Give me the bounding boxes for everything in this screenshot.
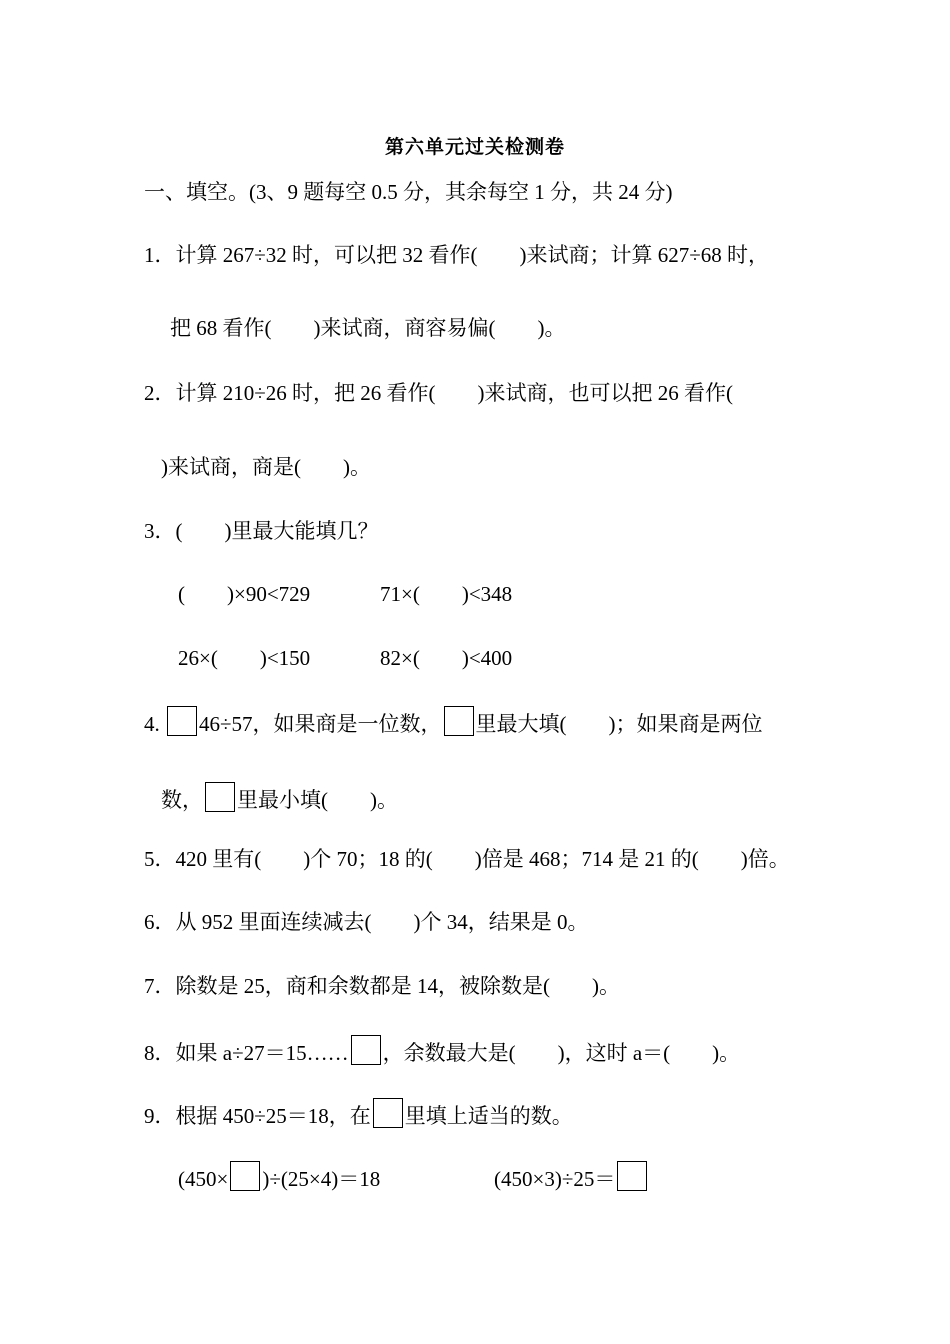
q4-text-a: 46÷57，如果商是一位数， [199, 712, 442, 736]
q9-item-b [494, 1161, 649, 1193]
q2-line2: )来试商，商是( )。 [161, 455, 371, 479]
blank-box[interactable] [617, 1161, 647, 1191]
q8-text-b: ，余数最大是( )，这时 a＝( )。 [382, 1041, 741, 1065]
q1-line1: 1．计算 267÷32 时，可以把 32 看作( )来试商；计算 627÷68 时， [144, 243, 770, 267]
q2-line1: 2．计算 210÷26 时，把 26 看作( )来试商，也可以把 26 看作( [144, 381, 734, 405]
q9-stem [144, 1098, 573, 1130]
q9-text-a: 9．根据 450÷25＝18，在 [144, 1104, 371, 1128]
q4-text-b: 里最大填( )；如果商是两位 [475, 712, 763, 736]
q4-line2 [161, 782, 398, 814]
q9-text-b: 里填上适当的数。 [404, 1104, 573, 1128]
q4-number: 4. [144, 712, 160, 736]
q4-text-c: 数， [161, 788, 203, 812]
q8-text-a: 8．如果 a÷27＝15…… [144, 1041, 349, 1065]
blank-box[interactable] [351, 1035, 381, 1065]
q9-a-text-2: )÷(25×4)＝18 [262, 1167, 381, 1191]
q9-a-text-1: (450× [178, 1167, 229, 1191]
q3-stem: 3．( )里最大能填几？ [144, 519, 379, 543]
q9-b-text: (450×3)÷25＝ [494, 1167, 616, 1191]
q5: 5．420 里有( )个 70；18 的( )倍是 468；714 是 21 的( )倍。 [144, 847, 790, 871]
blank-box[interactable] [230, 1161, 260, 1191]
q8 [144, 1035, 740, 1067]
q9-item-a [178, 1161, 380, 1193]
blank-box[interactable] [205, 782, 235, 812]
q6: 6．从 952 里面连续减去( )个 34，结果是 0。 [144, 910, 589, 934]
q3-item-a: ( )×90<729 [178, 582, 311, 606]
q3-item-d: 82×( )<400 [380, 646, 513, 670]
blank-box[interactable] [373, 1098, 403, 1128]
section-heading: 一、填空。(3、9 题每空 0.5 分，其余每空 1 分，共 24 分) [144, 180, 673, 204]
blank-box[interactable] [444, 706, 474, 736]
q3-item-c: 26×( )<150 [178, 646, 311, 670]
q4-line1 [144, 706, 763, 738]
blank-box[interactable] [167, 706, 197, 736]
q7: 7．除数是 25，商和余数都是 14，被除数是( )。 [144, 974, 620, 998]
q1-line2: 把 68 看作( )来试商，商容易偏( )。 [170, 316, 566, 340]
q3-item-b: 71×( )<348 [380, 582, 513, 606]
page-title: 第六单元过关检测卷 [384, 137, 565, 158]
q4-text-d: 里最小填( )。 [237, 788, 398, 812]
